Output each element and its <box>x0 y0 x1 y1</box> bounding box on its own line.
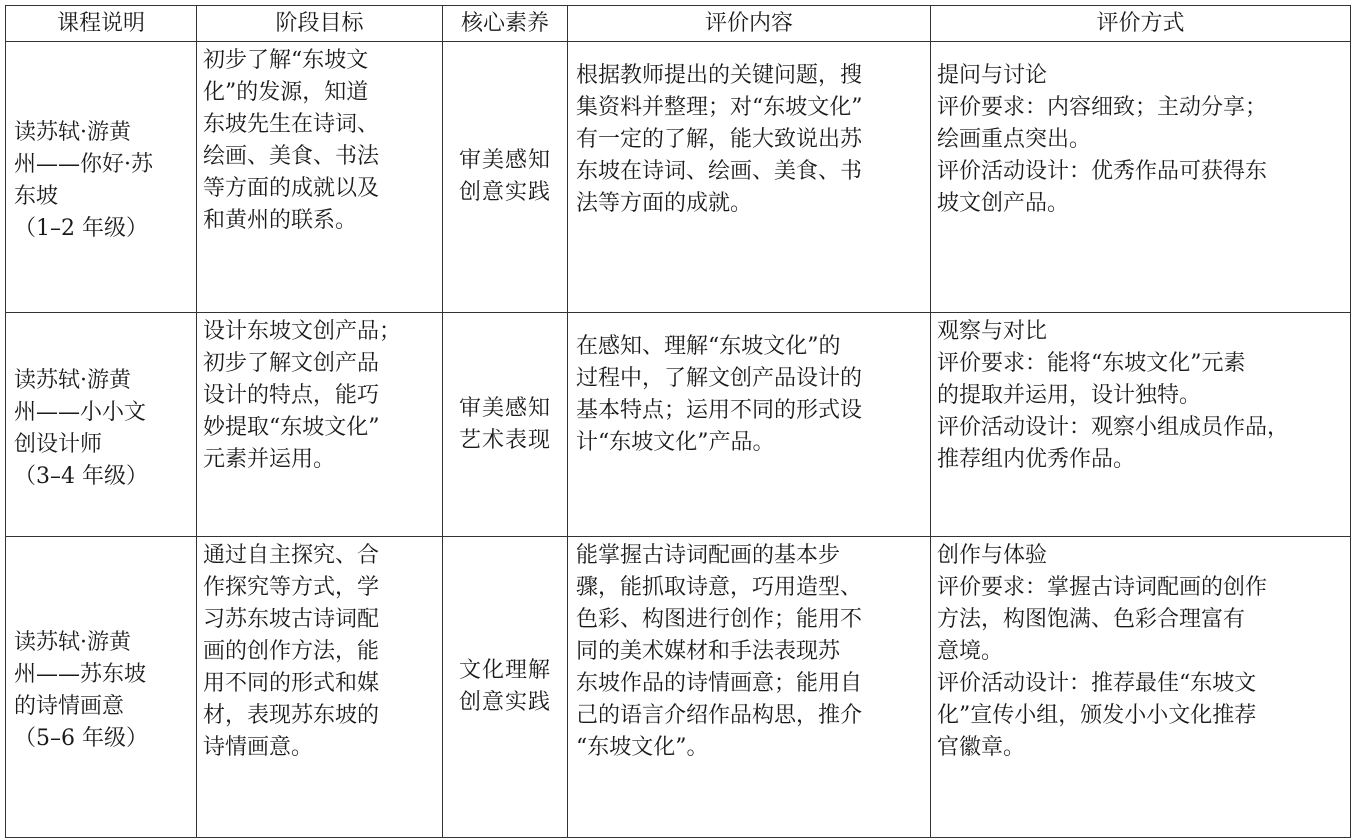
text-line: 设计的特点，能巧 <box>203 383 380 408</box>
text-line: 评价活动设计：推荐最佳“东坡文 <box>937 671 1257 696</box>
text-line: 用不同的形式和媒 <box>203 671 380 696</box>
text-line: 化”宣传小组，颁发小小文化推荐 <box>937 703 1257 728</box>
text-line: 画的创作方法，能 <box>203 639 380 664</box>
text-line: 根据教师提出的关键问题，搜 <box>576 63 863 88</box>
text-line: 创作与体验 <box>937 543 1048 568</box>
stage-goal-cell <box>197 313 443 537</box>
evaluation-content-cell <box>568 42 931 313</box>
table-row <box>6 42 1351 313</box>
text-line: 评价要求：能将“东坡文化”元素 <box>937 351 1246 376</box>
text-line: 绘画重点突出。 <box>937 127 1092 152</box>
text-line: 州——小小文 <box>14 399 147 425</box>
core-literacy-cell <box>443 313 568 537</box>
core-literacy-cell <box>443 537 568 838</box>
text-line: 东坡在诗词、绘画、美食、书 <box>576 159 863 184</box>
evaluation-table <box>5 5 1351 838</box>
text-line: 方法，构图饱满、色彩合理富有 <box>937 607 1246 632</box>
text-line: 材，表现苏东坡的 <box>203 703 380 728</box>
text-line: 文化理解 <box>458 658 551 683</box>
text-line: 基本特点；运用不同的形式设 <box>576 398 863 423</box>
text-line: 有一定的了解，能大致说出苏 <box>576 127 863 152</box>
text-line: 绘画、美食、书法 <box>203 144 380 169</box>
text-line: 初步了解“东坡文 <box>203 48 369 73</box>
stage-goal-cell <box>197 42 443 313</box>
text-line: 计“东坡文化”产品。 <box>576 430 775 455</box>
text-line: 在感知、理解“东坡文化”的 <box>576 334 841 359</box>
text-line: 等方面的成就以及 <box>203 176 380 201</box>
text-line: 评价活动设计：观察小组成员作品， <box>937 415 1290 440</box>
text-line: 读苏轼·游黄 <box>14 630 131 655</box>
text-line: 读苏轼·游黄 <box>14 120 131 145</box>
text-line: 审美感知 <box>458 148 551 173</box>
text-line: （3–4 年级） <box>14 463 148 489</box>
course-description-cell <box>6 42 197 313</box>
text-line: 初步了解文创产品 <box>203 351 380 376</box>
text-line: 骤，能抓取诗意，巧用造型、 <box>576 575 863 600</box>
text-line: 诗情画意。 <box>203 735 314 760</box>
text-line: 的诗情画意 <box>14 694 125 719</box>
text-line: 同的美术媒材和手法表现苏 <box>576 639 841 664</box>
evaluation-content-cell <box>568 537 931 838</box>
text-line: 评价要求：内容细致；主动分享； <box>937 95 1268 120</box>
table-row <box>6 313 1351 537</box>
text-line: 官徽章。 <box>937 735 1026 760</box>
header-stage-goal: 阶段目标 <box>197 6 443 42</box>
text-line: 评价要求：掌握古诗词配画的创作 <box>937 575 1268 600</box>
text-line: 艺术表现 <box>458 427 551 453</box>
course-description-cell <box>6 537 197 838</box>
text-line: 提问与讨论 <box>937 63 1048 88</box>
table-row <box>6 537 1351 838</box>
text-line: 坡文创产品。 <box>937 191 1070 216</box>
text-line: 妙提取“东坡文化” <box>203 415 380 440</box>
text-line: 创设计师 <box>14 431 103 457</box>
text-line: （1–2 年级） <box>14 216 148 241</box>
text-line: 集资料并整理；对“东坡文化” <box>576 95 863 120</box>
text-line: 观察与对比 <box>937 319 1048 344</box>
text-line: 习苏东坡古诗词配 <box>203 607 380 632</box>
evaluation-method-cell <box>931 42 1351 313</box>
evaluation-method-cell <box>931 313 1351 537</box>
evaluation-method-cell <box>931 537 1351 838</box>
text-line: 评价活动设计：优秀作品可获得东 <box>937 159 1268 184</box>
header-course-description: 课程说明 <box>6 6 197 42</box>
course-description-cell <box>6 313 197 537</box>
text-line: 东坡作品的诗情画意；能用自 <box>576 671 863 696</box>
text-line: 元素并运用。 <box>203 447 336 472</box>
text-line: “东坡文化”。 <box>576 735 709 760</box>
text-line: 化”的发源，知道 <box>203 80 369 105</box>
text-line: 创意实践 <box>458 180 551 205</box>
header-core-literacy: 核心素养 <box>443 6 568 42</box>
text-line: 己的语言介绍作品构思，推介 <box>576 703 863 728</box>
text-line: 设计东坡文创产品； <box>203 319 402 344</box>
evaluation-content-cell <box>568 313 931 537</box>
text-line: 东坡先生在诗词、 <box>203 112 380 137</box>
text-line: 和黄州的联系。 <box>203 208 358 233</box>
text-line: （5–6 年级） <box>14 726 148 751</box>
header-evaluation-method: 评价方式 <box>931 6 1351 42</box>
header-row <box>6 6 1351 42</box>
text-line: 能掌握古诗词配画的基本步 <box>576 543 841 568</box>
text-line: 审美感知 <box>458 395 551 421</box>
text-line: 推荐组内优秀作品。 <box>937 447 1136 472</box>
text-line: 作探究等方式，学 <box>203 575 380 600</box>
core-literacy-cell <box>443 42 568 313</box>
text-line: 通过自主探究、合 <box>203 543 380 568</box>
text-line: 过程中，了解文创产品设计的 <box>576 366 863 391</box>
stage-goal-cell <box>197 537 443 838</box>
text-line: 色彩、构图进行创作；能用不 <box>576 607 863 632</box>
header-evaluation-content: 评价内容 <box>568 6 931 42</box>
text-line: 的提取并运用，设计独特。 <box>937 383 1202 408</box>
text-line: 州——苏东坡 <box>14 662 147 687</box>
text-line: 读苏轼·游黄 <box>14 367 131 393</box>
text-line: 创意实践 <box>458 690 551 715</box>
text-line: 法等方面的成就。 <box>576 191 753 216</box>
text-line: 州——你好·苏 <box>14 152 153 177</box>
text-line: 意境。 <box>937 639 1004 664</box>
text-line: 东坡 <box>14 184 59 209</box>
